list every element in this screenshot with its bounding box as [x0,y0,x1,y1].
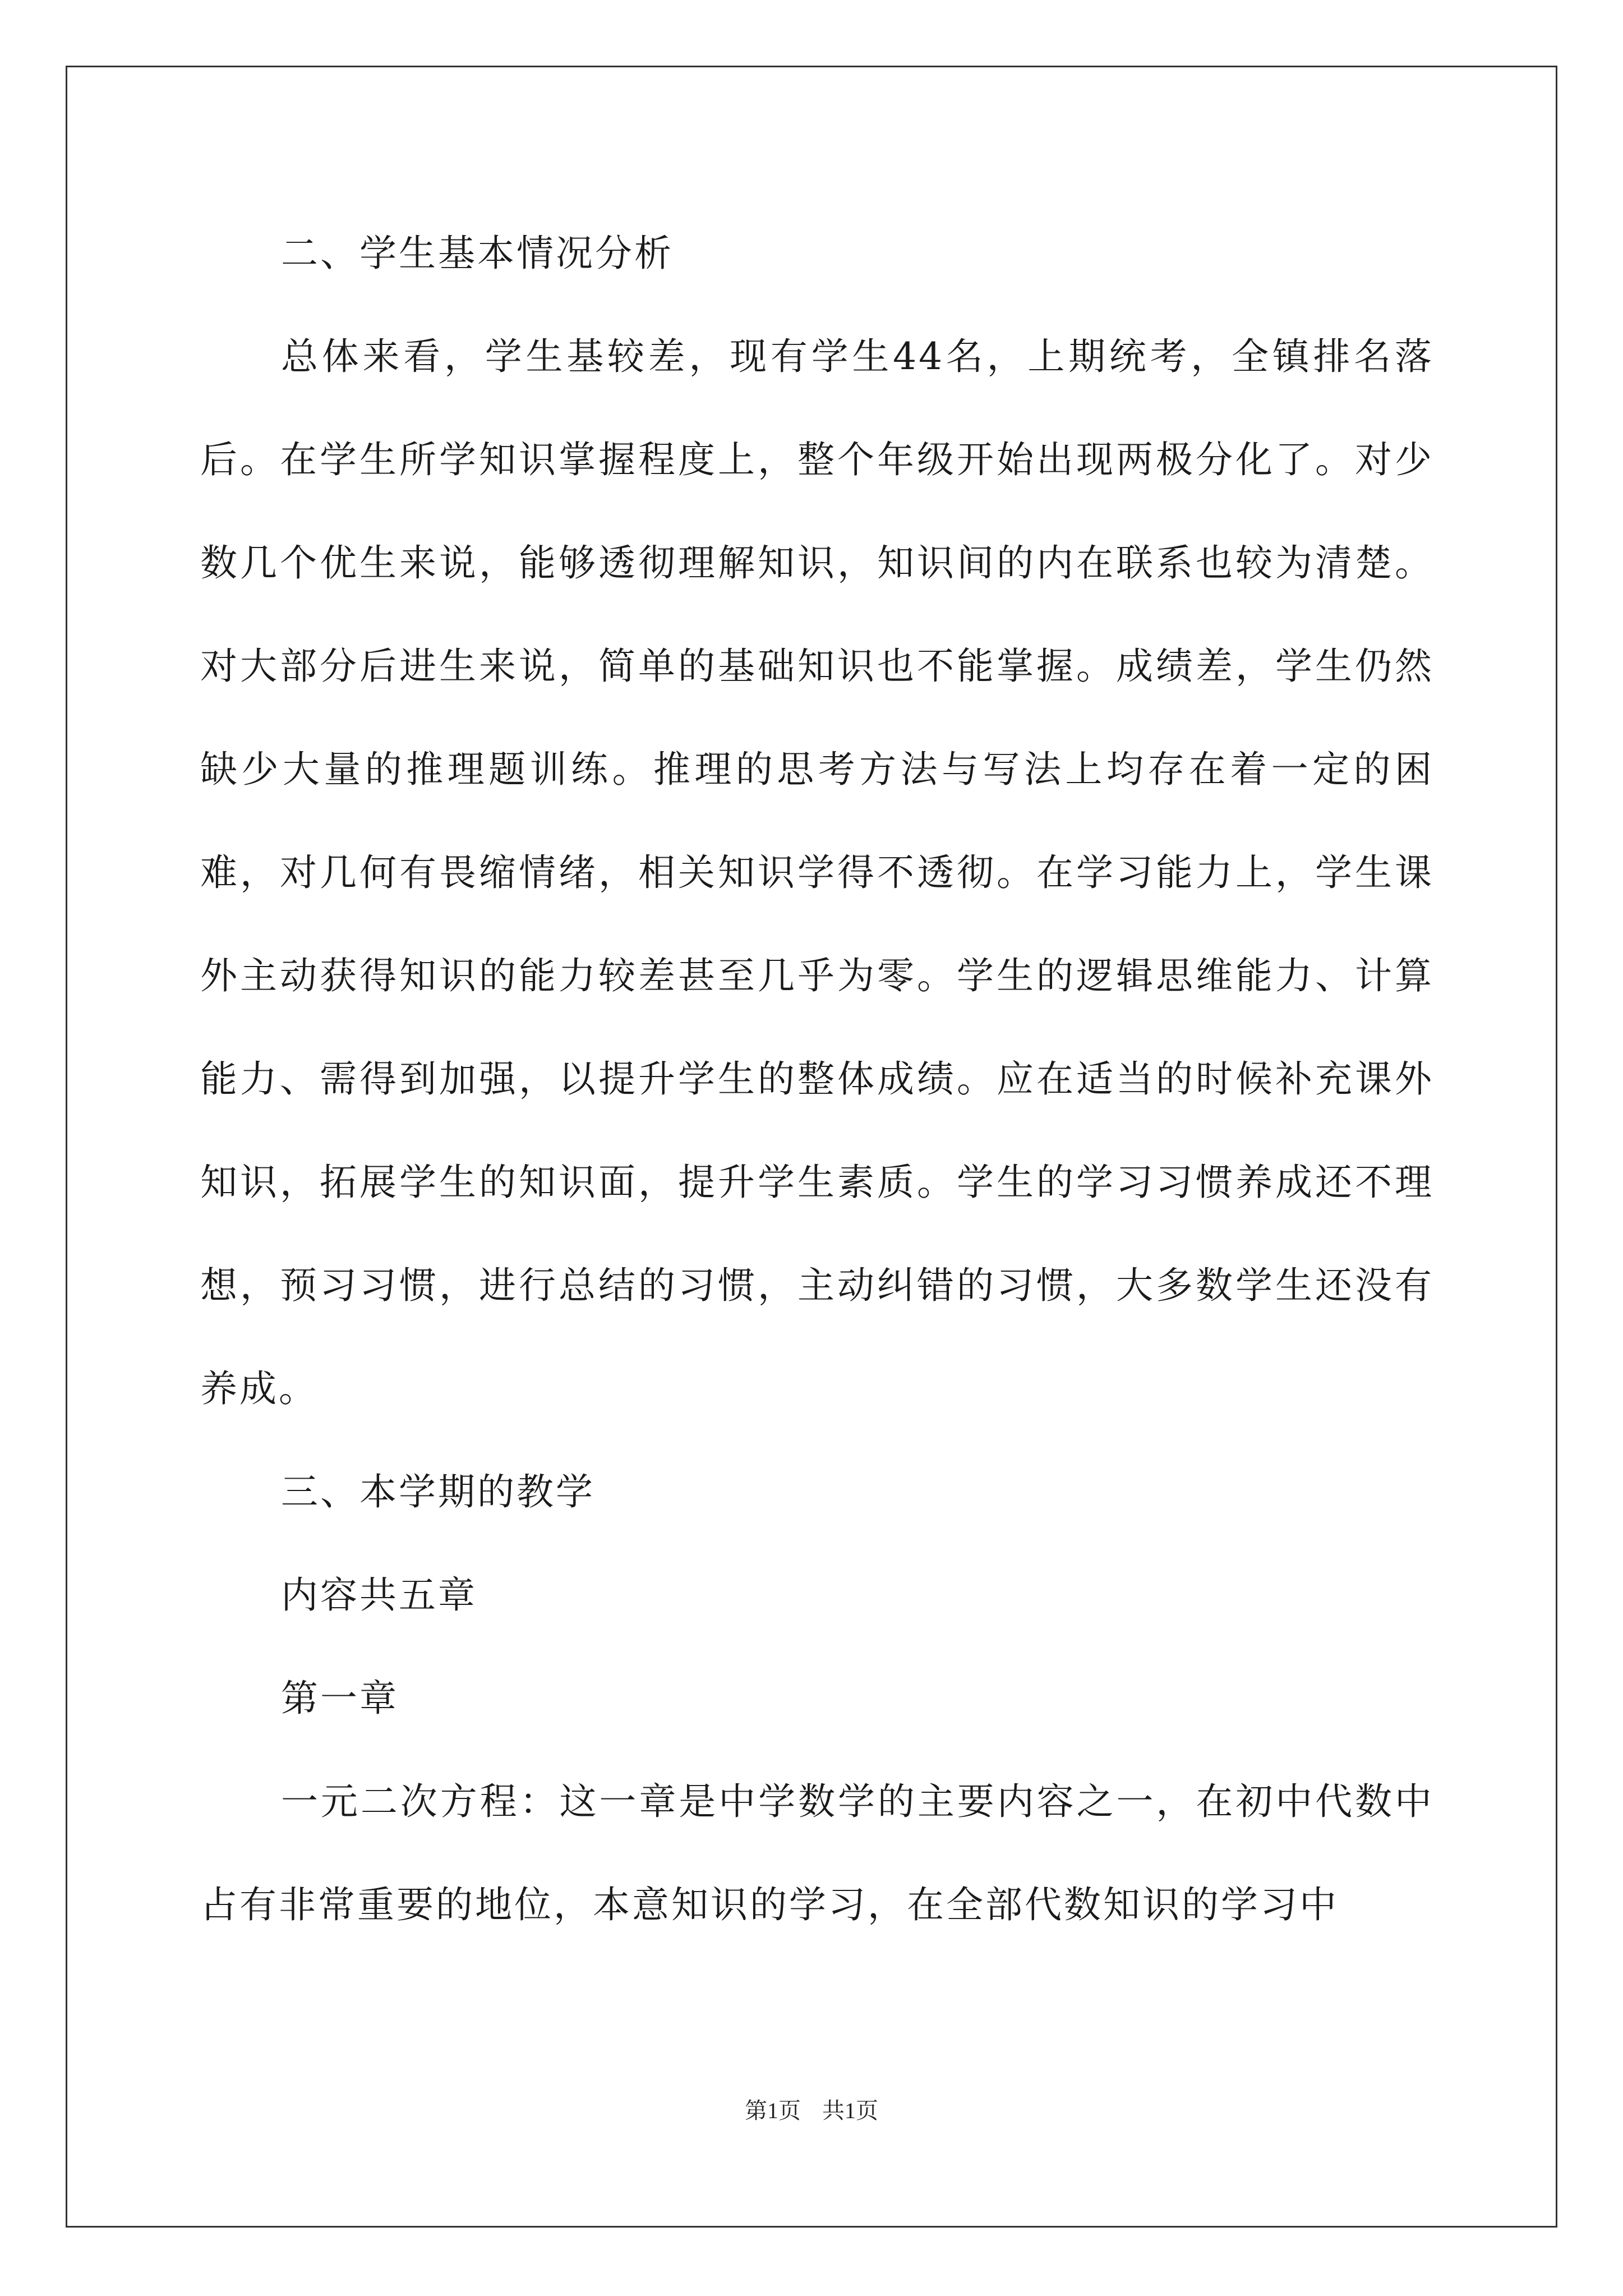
document-body [200,202,1434,1957]
paragraph-content-count: 内容共五章 [281,1573,477,1617]
page-number: 第1页 [745,2098,801,2123]
chapter-heading-1: 第一章 [281,1677,399,1720]
paragraph-student-analysis: 总体来看，学生基较差，现有学生44名，上期统考，全镇排名落后。在学生所学知识掌握程度上，整个年级开始出现两极分化了。对少数几个优生来说，能够透彻理解知识，知识间的内在联系也较为清楚。对大部分后进生来说，简单的基础知识也不能掌握。成绩差，学生仍然缺少大量的推理题训练。推理的思考方法与写法上均存在着一定的困难，对几何有畏缩情绪，相关知识学得不透彻。在学习能力上，学生课外主动获得知识的能力较差甚至几乎为零。学生的逻辑思维能力、计算能力、需得到加强，以提升学生的整体成绩。应在适当的时候补充课外知识，拓展学生的知识面，提升学生素质。学生的学习习惯养成还不理想，预习习惯，进行总结的习惯，主动纠错的习惯，大多数学生还没有养成。 [200,335,1434,1410]
paragraph-chapter-1: 一元二次方程：这一章是中学数学的主要内容之一，在初中代数中占有非常重要的地位，本意知识的学习，在全部代数知识的学习中 [200,1780,1434,1926]
section-heading-3: 三、本学期的教学 [281,1470,595,1513]
page-total: 共1页 [822,2098,878,2123]
section-heading-2: 二、学生基本情况分析 [281,232,674,275]
page-footer [0,2093,1623,2125]
